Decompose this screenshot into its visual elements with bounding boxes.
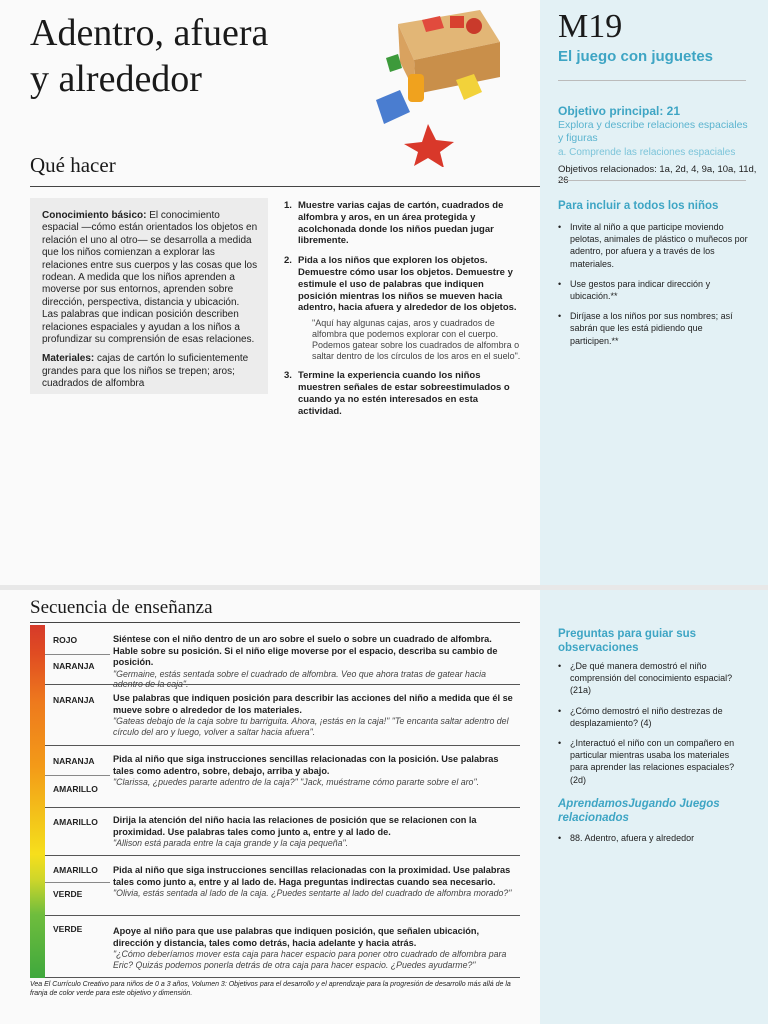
heading-rule	[30, 622, 520, 623]
step-item: 3. Termine la experiencia cuando los niños muestren señales de estar sobreestimulados o cuando ya no estén interesados en esta actividad.	[284, 370, 510, 417]
teaching-sequence-heading: Secuencia de enseñanza	[30, 597, 213, 618]
row-quote: "Clarissa, ¿puedes pararte adentro de la caja?" "Jack, muéstrame cómo pararte sobre el aro".	[113, 777, 480, 787]
list-item: • 88. Adentro, afuera y alrededor	[558, 832, 748, 844]
list-item: • Diríjase a los niños por sus nombres; así sabrán que les está pidiendo que participen.**	[558, 310, 748, 347]
objective-sub: a. Comprende las relaciones espaciales	[558, 147, 736, 158]
basic-knowledge-paragraph: Conocimiento básico: El conocimiento espacial —cómo están orientados los objetos en relación el uno al otro— se desarrolla a medida que los niños comienzan a explorar las relaciones entre sus cuerpos y las cosas que los rodean. A medida que los niños aprenden a moverse por sus entornos, aprenden sobre dirección, perspectiva, distancia y ubicación. Las palabras que indican posición describen relaciones espaciales y ayudan a los niños a profundizar su comprensión de esas relaciones.	[42, 210, 258, 346]
table-row	[45, 685, 520, 746]
activity-title: Adentro, afuera y alrededor	[30, 12, 269, 100]
objective-description: Explora y describe relaciones espaciales y figuras	[558, 119, 748, 144]
step-item: 2. Pida a los niños que exploren los objetos. Demuestre cómo usar los objetos. Demuestre y estimule el uso de palabras que indiquen posición mientras los niños se mueven hacia adentro, hacia afuera y alrededor de los objetos. "Aquí hay algunas cajas, aros y cuadrados de alfombra que podemos explorar con el cuerpo. Podemos gatear sobre los cuadrados de alfombra o saltar dentro de los círculos de los aros en el suelo".	[284, 255, 524, 362]
row-quote: "Gateas debajo de la caja sobre tu barriguita. Ahora, ¡estás en la caja!" "Te encanta saltar adentro del círculo del aro y luego, volver a saltar hacia afuera".	[113, 716, 509, 737]
step-quote: "Aquí hay algunas cajas, aros y cuadrados de alfombra que podemos explorar con el cuerpo. Podemos gatear sobre los cuadrados de alfombra o saltar dentro de los círculos de los aros en el suelo".	[312, 318, 521, 362]
related-games-list	[558, 832, 748, 852]
include-all-heading: Para incluir a todos los niños	[558, 200, 719, 212]
related-games-heading: AprendamosJugando Juegos relacionados	[558, 798, 720, 824]
row-text: Dirija la atención del niño hacia las relaciones de posición que se relacionen con la proximidad. Use palabras tales como junto a, entre y al lado de. "Allison está parada entre la caja grande y la caja pequeña".	[113, 815, 513, 849]
color-label: AMARILLO	[53, 784, 98, 794]
observation-questions-heading: Preguntas para guiar sus observaciones	[558, 628, 697, 654]
table-row	[45, 625, 520, 690]
table-row	[45, 856, 520, 916]
color-label: NARANJA	[53, 695, 95, 705]
label-divider	[45, 882, 110, 883]
row-text: Pida al niño que siga instrucciones sencillas relacionadas con la posición. Use palabras tales como adentro, sobre, debajo, arriba y abajo. "Clarissa, ¿puedes pararte adentro de la caja?" "Jack, muéstrame cómo pararte sobre el aro".	[113, 754, 513, 788]
row-quote: "Allison está parada entre la caja grande y la caja pequeña".	[113, 838, 349, 848]
color-label: VERDE	[53, 889, 83, 899]
observation-questions-list	[558, 660, 748, 794]
row-text: Use palabras que indiquen posición para describir las acciones del niño a medida que él se mueve sobre o alrededor de los materiales. "Gateas debajo de la caja sobre tu barriguita. Ahora, ¡estás en la caja!" "Te encanta saltar adentro del círculo del aro y luego, volver a saltar hacia afuera".	[113, 693, 513, 737]
steps-list	[284, 200, 524, 425]
list-item: • Use gestos para indicar dirección y ubicación.**	[558, 278, 748, 302]
table-row	[45, 916, 520, 978]
row-quote: "Olivia, estás sentada al lado de la caja. ¿Puedes sentarte al lado del cuadrado de alfombra morado?"	[113, 888, 512, 898]
row-quote: "¿Cómo deberíamos mover esta caja para hacer espacio para poner otro cuadrado de alfombra para Eric? Quizás podemos ponerla detrás de otra caja para hacer espacio. ¿Puedes ayudarme?"	[113, 949, 507, 970]
heading-rule	[30, 186, 540, 187]
list-item: • Invite al niño a que participe moviendo pelotas, animales de plástico o muñecos por adentro, por afuera y a través de los materiales.	[558, 221, 748, 270]
activity-subtitle: El juego con juguetes	[558, 48, 714, 65]
sidebar-divider	[558, 80, 746, 81]
list-item: • ¿Cómo demostró el niño destrezas de desplazamiento? (4)	[558, 705, 748, 729]
materials-paragraph: Materiales: cajas de cartón lo suficientemente grandes para que los niños se trepen; aros; cuadrados de alfombra	[42, 353, 249, 390]
color-label: NARANJA	[53, 661, 95, 671]
activity-code: M19	[558, 8, 623, 45]
table-row	[45, 808, 520, 856]
table-row	[45, 746, 520, 808]
related-objectives: Objetivos relacionados: 1a, 2d, 4, 9a, 10a, 11d,	[558, 164, 757, 175]
teaching-sequence-table	[45, 625, 520, 978]
what-to-do-heading: Qué hacer	[30, 153, 116, 177]
main-objective: Objetivo principal: 21	[558, 104, 681, 118]
color-label: NARANJA	[53, 756, 95, 766]
row-text: Apoye al niño para que use palabras que indiquen posición, que señalen ubicación, dirección y distancia, tales como detrás, hacia adelante y hacia atrás. "¿Cómo deberíamos mover esta caja para hacer espacio para poner otro cuadrado de alfombra para Eric? Quizás podemos ponerla detrás de otra caja para hacer espacio. ¿Puedes ayudarme?"	[113, 926, 513, 971]
color-label: ROJO	[53, 635, 78, 645]
shape-sorter-illustration	[370, 2, 530, 167]
row-text: Siéntese con el niño dentro de un aro sobre el suelo o sobre un cuadrado de alfombra. Hable sobre su posición. Si el niño elige moverse por el espacio, describa su cambio de posición. "Germaine, estás sentada sobre el cuadrado de alfombra. Veo que ahora tratas de gatear hacia adentro de la caja".	[113, 634, 513, 690]
step-item: 1. Muestre varias cajas de cartón, cuadrados de alfombra y aros, en un área protegida y acolchonada donde los niños puedan jugar libremente.	[284, 200, 504, 247]
row-text: Pida al niño que siga instrucciones sencillas relacionadas con la proximidad. Use palabras tales como junto a, entre y al lado de. Haga preguntas indirectas cuando sea necesario. "Olivia, estás sentada al lado de la caja. ¿Puedes sentarte al lado del cuadrado de alfombra morado?"	[113, 865, 512, 898]
color-label: AMARILLO	[53, 817, 98, 827]
row-quote: "Germaine, estás sentada sobre el cuadrado de alfombra. Veo que ahora tratas de gatear hacia adentro de la caja".	[113, 668, 486, 690]
label-divider	[45, 654, 110, 655]
label-divider	[45, 775, 110, 776]
color-label: AMARILLO	[53, 865, 98, 875]
sidebar-divider	[558, 180, 746, 181]
list-item: • ¿De qué manera demostró el niño comprensión del conocimiento espacial? (21a)	[558, 660, 748, 697]
background-knowledge-box	[30, 198, 268, 394]
footnote: Vea El Currículo Creativo para niños de 0 a 3 años, Volumen 3: Objetivos para el desarrollo y el aprendizaje para la progresión de desarrollo más allá de la franja de color verde para este objetivo y dimensión.	[30, 981, 511, 997]
color-progression-bar	[30, 625, 45, 978]
list-item: • ¿Interactuó el niño con un compañero en particular mientras usaba los materiales para aprender las relaciones espaciales? (2d)	[558, 737, 748, 786]
include-all-list	[558, 221, 748, 355]
color-label: VERDE	[53, 924, 83, 934]
